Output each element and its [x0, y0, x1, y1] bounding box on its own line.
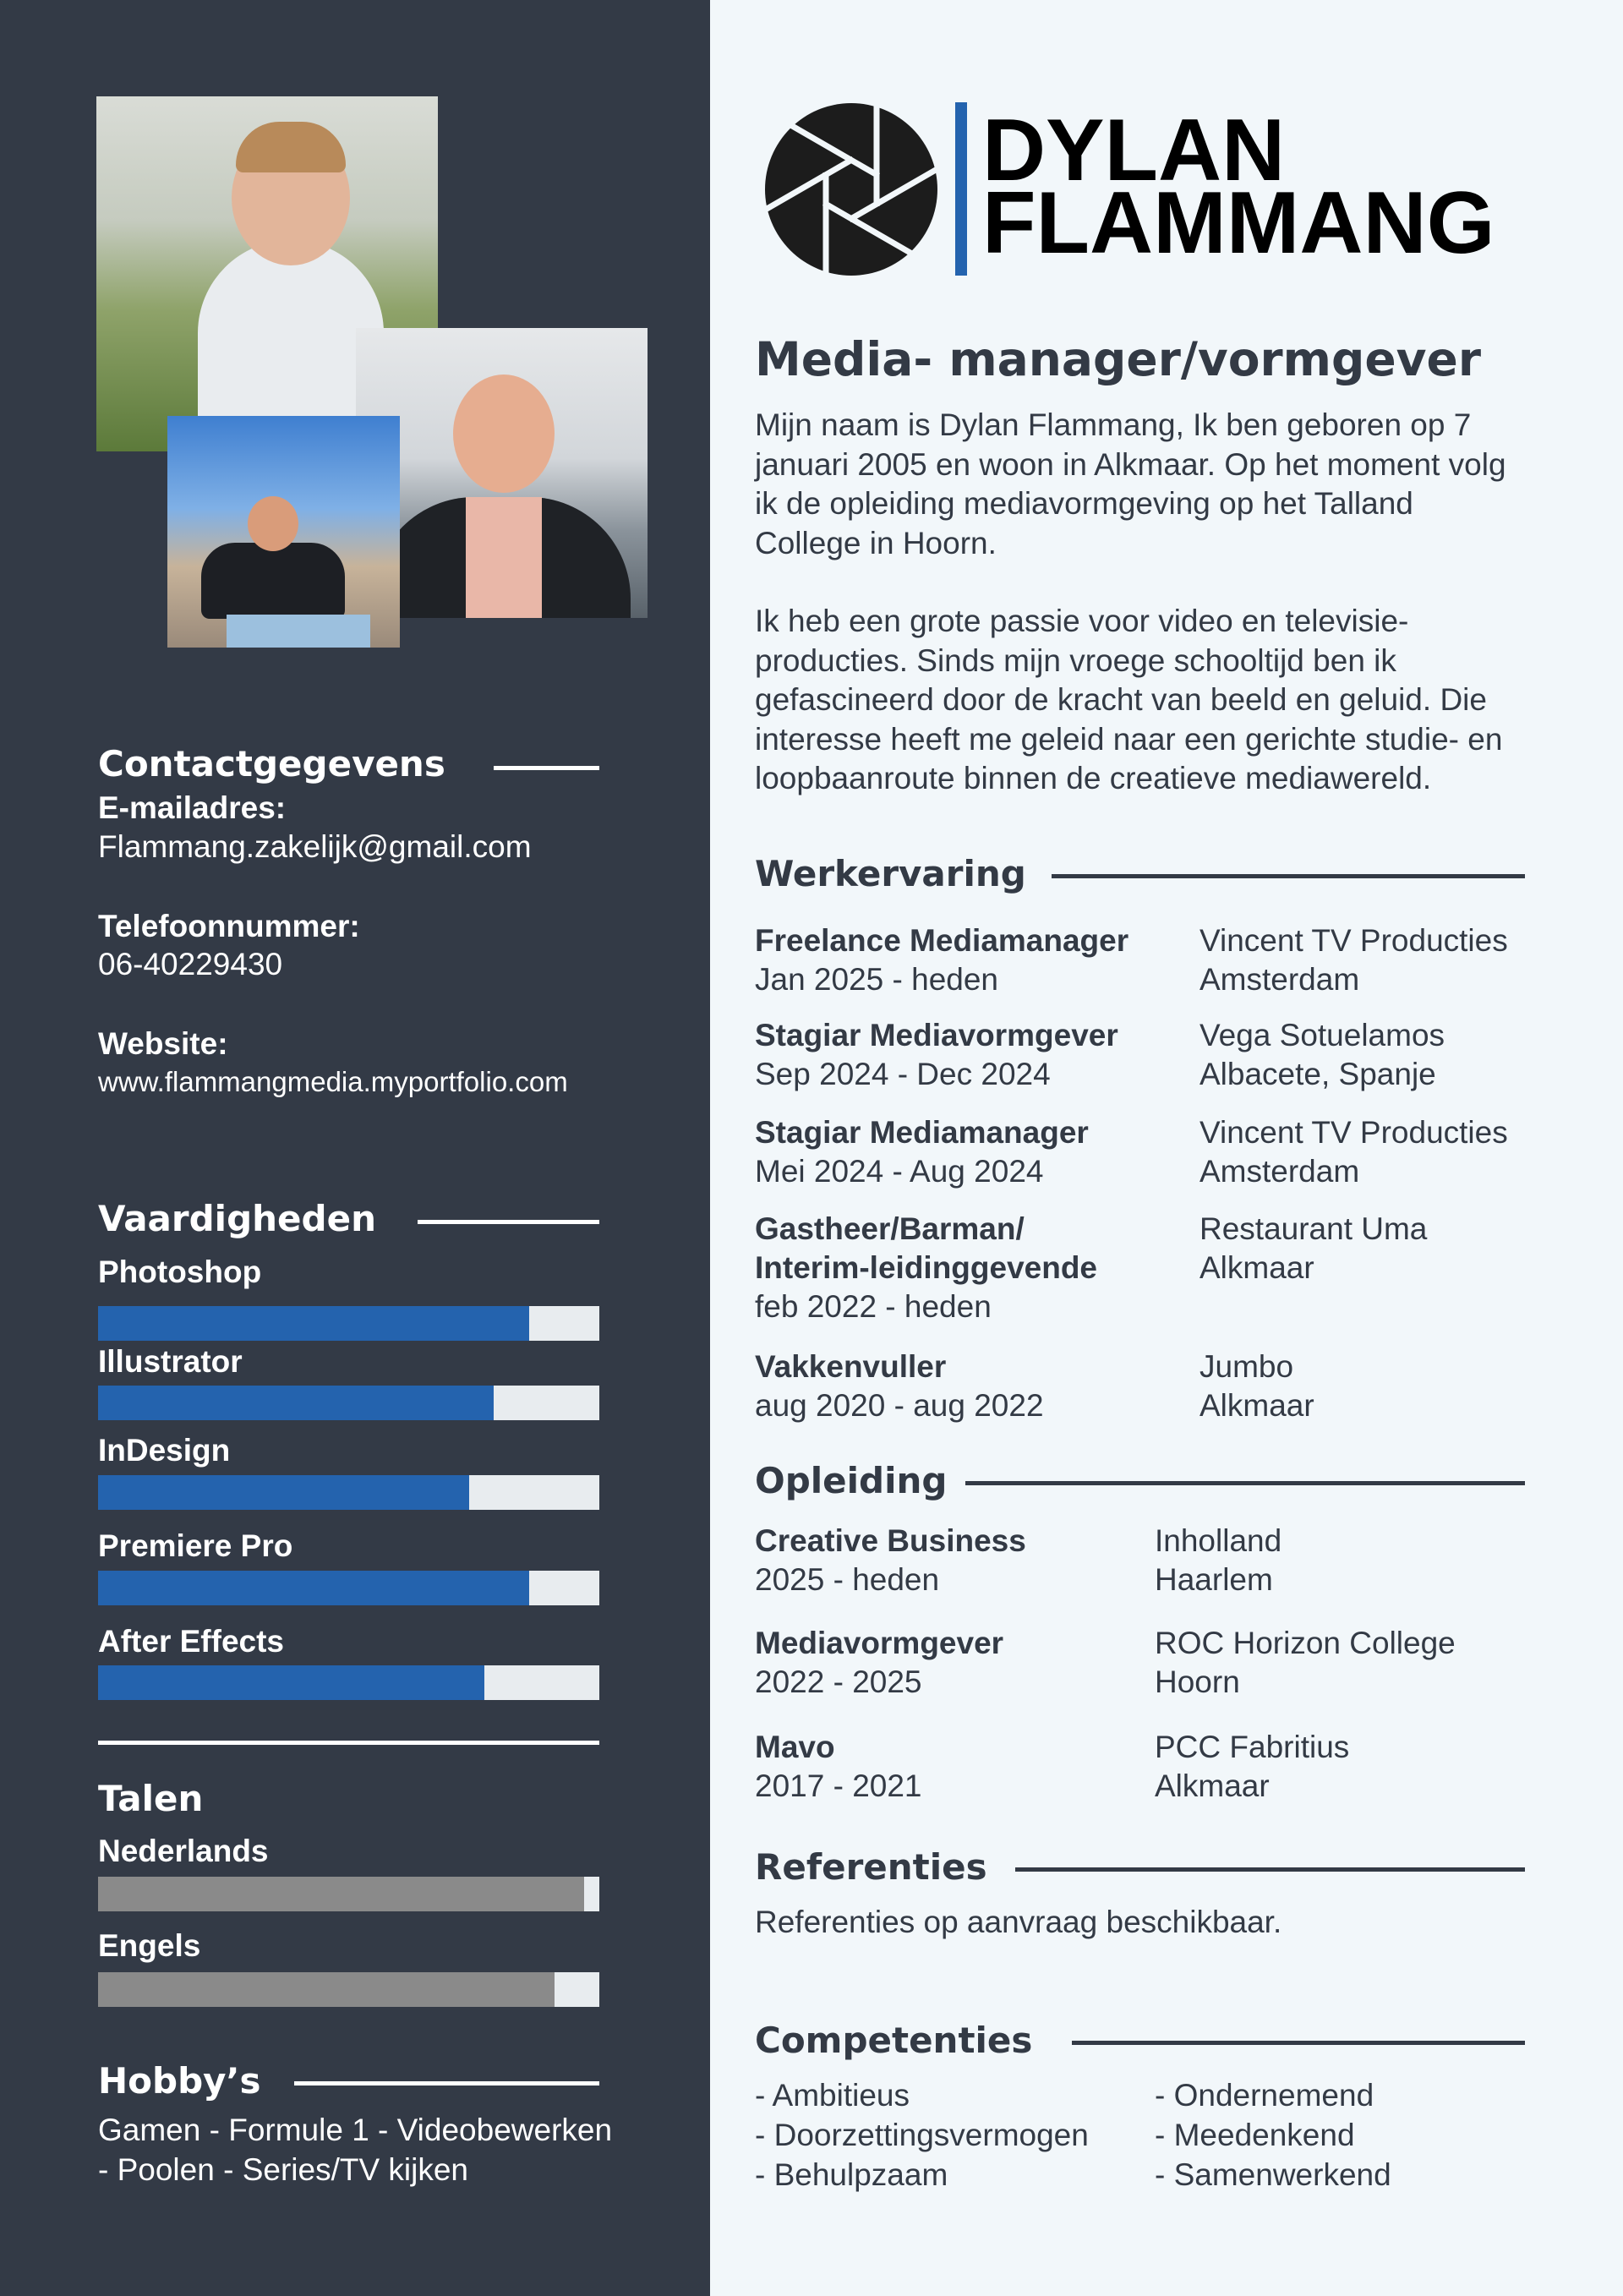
- logo-accent-bar: [955, 102, 967, 276]
- phone-label: Telefoonnummer:: [98, 909, 360, 943]
- work-item: [755, 1210, 1097, 1326]
- competence-item: - Behulpzaam: [755, 2157, 948, 2192]
- camera-aperture-logo-icon: [763, 101, 939, 277]
- name-first: DYLAN: [982, 101, 1286, 200]
- work-heading-rule: [1052, 874, 1525, 878]
- skills-heading-rule: [418, 1220, 599, 1224]
- competence-item: - Samenwerkend: [1155, 2157, 1391, 2192]
- skill-bar: [98, 1571, 599, 1605]
- language-bar-fill: [98, 1877, 584, 1911]
- skill-bar-fill: [98, 1665, 484, 1700]
- work-company: [1199, 921, 1508, 999]
- skill-label: Photoshop: [98, 1255, 262, 1289]
- skill-bar-fill: [98, 1571, 529, 1605]
- language-bar: [98, 1972, 599, 2007]
- work-role: Vakkenvuller: [755, 1349, 947, 1384]
- school-name: ROC Horizon College: [1155, 1626, 1456, 1660]
- competences-heading: Competenties: [755, 2020, 1033, 2061]
- company-name: Restaurant Uma: [1199, 1211, 1428, 1246]
- skill-label: Premiere Pro: [98, 1528, 293, 1563]
- work-period: Sep 2024 - Dec 2024: [755, 1057, 1051, 1091]
- skills-heading: Vaardigheden: [98, 1198, 376, 1239]
- email-value[interactable]: Flammang.zakelijk@gmail.com: [98, 829, 532, 864]
- education-item: [755, 1728, 922, 1806]
- company-place: Alkmaar: [1199, 1250, 1314, 1285]
- company-name: Vincent TV Producties: [1199, 923, 1508, 958]
- skill-bar: [98, 1475, 599, 1510]
- skill-label: InDesign: [98, 1433, 231, 1468]
- work-company: [1199, 1113, 1508, 1191]
- school-place: Alkmaar: [1155, 1768, 1270, 1803]
- company-place: Alkmaar: [1199, 1388, 1314, 1423]
- email-label: E-mailadres:: [98, 790, 287, 825]
- skill-bar-fill: [98, 1306, 529, 1341]
- language-label: Nederlands: [98, 1834, 269, 1868]
- contact-heading-rule: [494, 766, 599, 770]
- education-school: [1155, 1522, 1281, 1599]
- skill-label: After Effects: [98, 1624, 284, 1659]
- work-period: feb 2022 - heden: [755, 1289, 992, 1324]
- work-period: aug 2020 - aug 2022: [755, 1388, 1044, 1423]
- company-name: Vega Sotuelamos: [1199, 1018, 1445, 1052]
- school-place: Hoorn: [1155, 1665, 1240, 1699]
- work-item: [755, 1348, 1044, 1425]
- work-company: [1199, 1016, 1445, 1094]
- education-study: Mediavormgever: [755, 1626, 1004, 1660]
- work-role: Freelance Mediamanager: [755, 923, 1129, 958]
- references-text: Referenties op aanvraag beschikbaar.: [755, 1905, 1282, 1939]
- phone-value[interactable]: 06-40229430: [98, 947, 283, 981]
- competence-item: - Meedenkend: [1155, 2118, 1355, 2152]
- skill-bar: [98, 1665, 599, 1700]
- education-period: 2017 - 2021: [755, 1768, 922, 1803]
- education-school: [1155, 1728, 1349, 1806]
- language-label: Engels: [98, 1928, 201, 1963]
- work-role: Gastheer/Barman/: [755, 1211, 1025, 1246]
- competences-column: [755, 2075, 1089, 2195]
- school-place: Haarlem: [1155, 1562, 1273, 1597]
- languages-heading: Talen: [98, 1778, 204, 1819]
- education-study: Mavo: [755, 1730, 835, 1764]
- competences-heading-rule: [1072, 2041, 1525, 2045]
- work-role: Stagiar Mediamanager: [755, 1115, 1089, 1150]
- website-value[interactable]: www.flammangmedia.myportfolio.com: [98, 1066, 568, 1097]
- name-last: FLAMMANG: [982, 174, 1495, 272]
- language-bar-fill: [98, 1972, 555, 2007]
- company-name: Jumbo: [1199, 1349, 1294, 1384]
- work-item: [755, 1016, 1118, 1094]
- work-role: Interim-leidinggevende: [755, 1250, 1098, 1285]
- intro-paragraph: Ik heb een grote passie voor video en televisie-producties. Sinds mijn vroege schooltijd ben ik gefascineerd door de kracht van beeld en geluid. Die interesse heeft me geleid naar een gerichte studie- en loopbaanroute binnen de creatieve mediawereld.: [755, 604, 1503, 795]
- education-item: [755, 1522, 1026, 1599]
- education-item: [755, 1624, 1003, 1702]
- work-period: Jan 2025 - heden: [755, 962, 999, 997]
- skill-label: Illustrator: [98, 1344, 243, 1379]
- education-period: 2025 - heden: [755, 1562, 940, 1597]
- skill-bar: [98, 1386, 599, 1420]
- competence-item: - Ondernemend: [1155, 2078, 1374, 2113]
- skill-bar-fill: [98, 1386, 494, 1420]
- education-study: Creative Business: [755, 1523, 1026, 1558]
- language-bar: [98, 1877, 599, 1911]
- skill-bar-fill: [98, 1475, 469, 1510]
- hobbies-line: Gamen - Formule 1 - Videobewerken: [98, 2113, 613, 2147]
- competences-column: [1155, 2075, 1391, 2195]
- references-heading: Referenties: [755, 1846, 987, 1888]
- references-heading-rule: [1015, 1867, 1525, 1872]
- school-name: Inholland: [1155, 1523, 1282, 1558]
- company-place: Albacete, Spanje: [1199, 1057, 1436, 1091]
- education-period: 2022 - 2025: [755, 1665, 922, 1699]
- contact-heading: Contactgegevens: [98, 743, 445, 784]
- skill-bar: [98, 1306, 599, 1341]
- competence-item: - Doorzettingsvermogen: [755, 2118, 1089, 2152]
- work-heading: Werkervaring: [755, 853, 1026, 894]
- website-label: Website:: [98, 1026, 228, 1061]
- work-role: Stagiar Mediavormgever: [755, 1018, 1118, 1052]
- work-item: [755, 921, 1128, 999]
- work-period: Mei 2024 - Aug 2024: [755, 1154, 1044, 1189]
- hobbies-heading: Hobby’s: [98, 2060, 261, 2102]
- school-name: PCC Fabritius: [1155, 1730, 1350, 1764]
- company-name: Vincent TV Producties: [1199, 1115, 1508, 1150]
- sidebar-divider: [98, 1741, 599, 1745]
- education-school: [1155, 1624, 1456, 1702]
- competence-item: - Ambitieus: [755, 2078, 910, 2113]
- work-company: [1199, 1348, 1314, 1425]
- work-item: [755, 1113, 1089, 1191]
- education-heading-rule: [965, 1481, 1525, 1485]
- intro-paragraph: Mijn naam is Dylan Flammang, Ik ben geboren op 7 januari 2005 en woon in Alkmaar. Op het moment volg ik de opleiding mediavormgeving op het Talland College in Hoorn.: [755, 407, 1506, 560]
- work-company: [1199, 1210, 1427, 1287]
- hobbies-heading-rule: [294, 2081, 599, 2086]
- education-heading: Opleiding: [755, 1460, 948, 1501]
- company-place: Amsterdam: [1199, 1154, 1360, 1189]
- profile-photo-terrace: [167, 416, 400, 648]
- company-place: Amsterdam: [1199, 962, 1360, 997]
- hobbies-line: - Poolen - Series/TV kijken: [98, 2152, 469, 2187]
- job-title: Media- manager/vormgever: [755, 332, 1481, 386]
